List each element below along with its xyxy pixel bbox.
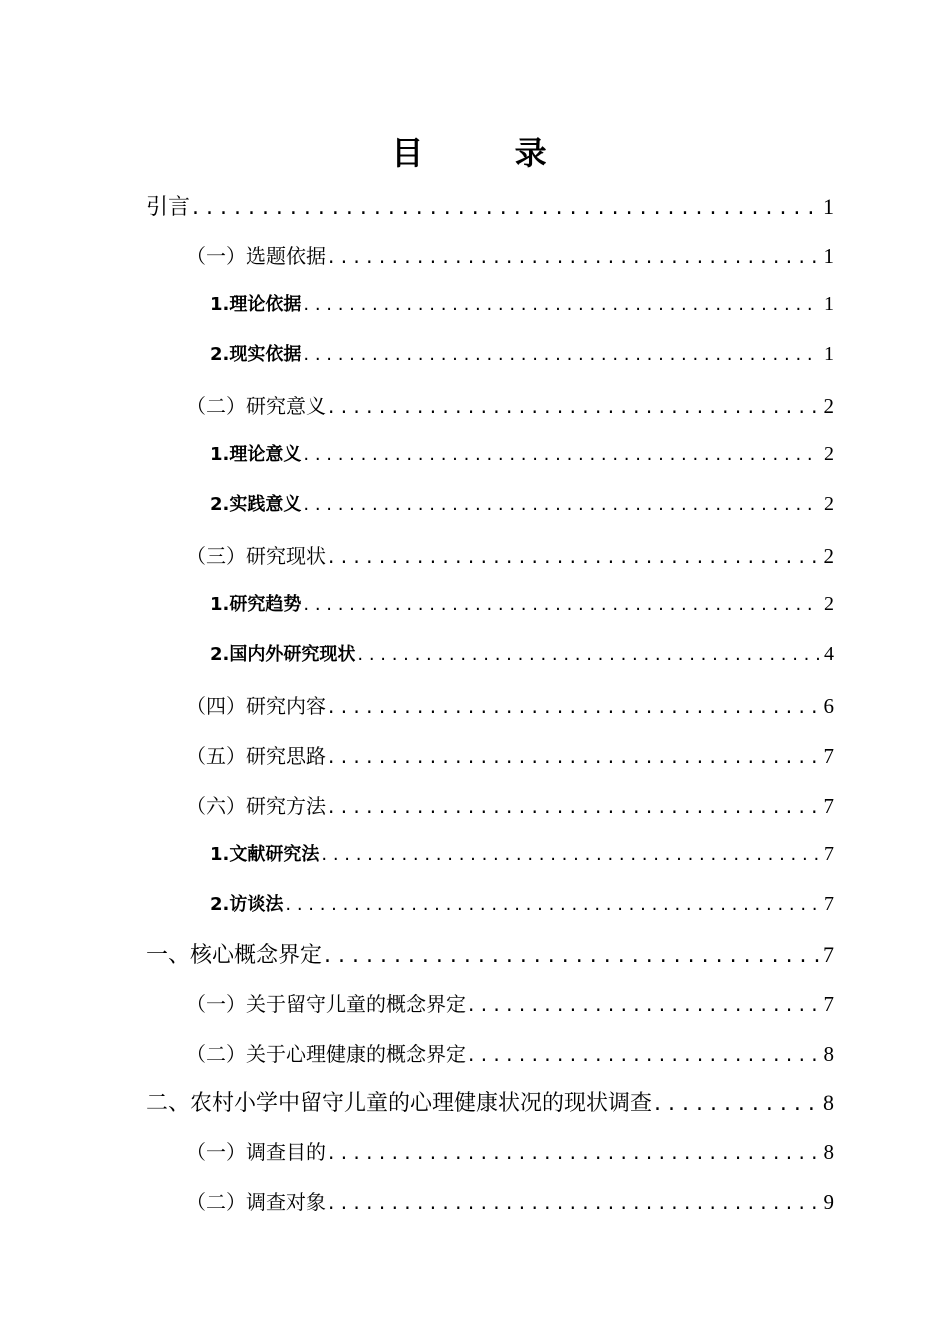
- toc-entry-label: 2.访谈法: [210, 894, 284, 915]
- toc-entry-label: （六）研究方法: [186, 794, 326, 818]
- toc-entry-page: 8: [823, 1090, 834, 1115]
- dot-leader: [357, 644, 820, 665]
- toc-entry-label: 1.理论依据: [210, 294, 302, 315]
- dot-leader: [285, 894, 820, 915]
- toc-entry[interactable]: [186, 1186, 834, 1215]
- toc-entry-label: 1.研究趋势: [210, 594, 302, 615]
- dot-leader: [328, 544, 820, 568]
- toc-entry-page: 2: [823, 394, 834, 418]
- toc-entry-page: 4: [824, 643, 834, 665]
- toc-entry[interactable]: [210, 590, 834, 616]
- toc-entry-page: 2: [824, 443, 834, 465]
- toc-entry-label: （二）研究意义: [186, 394, 326, 418]
- toc-entry-label: 引言: [146, 195, 191, 220]
- toc-entry[interactable]: [146, 190, 834, 221]
- dot-leader: [303, 444, 820, 465]
- dot-leader: [468, 992, 820, 1016]
- toc-entry-page: 1: [824, 293, 834, 315]
- toc-entry-page: 8: [823, 1042, 834, 1066]
- toc-entry[interactable]: [146, 1086, 834, 1117]
- dot-leader: [328, 694, 820, 718]
- dot-leader: [303, 594, 820, 615]
- toc-entry[interactable]: [186, 1136, 834, 1165]
- toc-entry[interactable]: [210, 340, 834, 366]
- dot-leader: [328, 1140, 820, 1164]
- toc-entry-page: 1: [823, 244, 834, 268]
- dot-leader: [303, 494, 820, 515]
- toc-entry[interactable]: [186, 390, 834, 419]
- toc-entry-label: 2.现实依据: [210, 344, 302, 365]
- toc-entry-label: （一）关于留守儿童的概念界定: [186, 992, 466, 1016]
- dot-leader: [324, 943, 819, 968]
- toc-entry-label: （五）研究思路: [186, 744, 326, 768]
- dot-leader: [328, 1190, 820, 1214]
- toc-entry-label: （一）调查目的: [186, 1140, 326, 1164]
- dot-leader: [303, 294, 820, 315]
- toc-entry-page: 7: [824, 843, 834, 865]
- toc-entry[interactable]: [210, 490, 834, 516]
- toc-entry[interactable]: [210, 640, 834, 666]
- toc-entry-page: 7: [823, 942, 834, 967]
- toc-entry-label: 二、农村小学中留守儿童的心理健康状况的现状调查: [146, 1091, 653, 1116]
- toc-entry[interactable]: [146, 938, 834, 969]
- toc-entry-label: 一、核心概念界定: [146, 943, 323, 968]
- toc-entry[interactable]: [186, 690, 834, 719]
- toc-entry[interactable]: [186, 988, 834, 1017]
- toc-entry[interactable]: [186, 740, 834, 769]
- dot-leader: [328, 394, 820, 418]
- toc-entry-label: 1.文献研究法: [210, 844, 320, 865]
- toc-entry-label: 2.国内外研究现状: [210, 644, 356, 665]
- toc-entry-page: 7: [823, 992, 834, 1016]
- dot-leader: [192, 195, 819, 220]
- toc-entry-page: 8: [823, 1140, 834, 1164]
- toc-entry-label: （二）调查对象: [186, 1190, 326, 1214]
- dot-leader: [321, 844, 820, 865]
- toc-entry-page: 6: [823, 694, 834, 718]
- toc-entry[interactable]: [186, 1038, 834, 1067]
- dot-leader: [328, 744, 820, 768]
- toc-entry-label: （三）研究现状: [186, 544, 326, 568]
- toc-entry-page: 2: [824, 593, 834, 615]
- toc-entry[interactable]: [186, 540, 834, 569]
- toc-entry[interactable]: [210, 290, 834, 316]
- toc-entry-page: 1: [824, 343, 834, 365]
- dot-leader: [303, 344, 820, 365]
- toc-entry-label: （二）关于心理健康的概念界定: [186, 1042, 466, 1066]
- toc-entry-label: （一）选题依据: [186, 244, 326, 268]
- toc-title: 目 录: [391, 134, 587, 172]
- dot-leader: [468, 1042, 820, 1066]
- toc-entry-label: 1.理论意义: [210, 444, 302, 465]
- toc-entry-page: 7: [823, 744, 834, 768]
- dot-leader: [328, 794, 820, 818]
- toc-entry-page: 7: [824, 893, 834, 915]
- toc-entry-label: （四）研究内容: [186, 694, 326, 718]
- dot-leader: [654, 1091, 819, 1116]
- toc-entry[interactable]: [186, 240, 834, 269]
- toc-entry-page: 2: [823, 544, 834, 568]
- toc-entry[interactable]: [186, 790, 834, 819]
- toc-entry[interactable]: [210, 440, 834, 466]
- toc-entry-page: 7: [823, 794, 834, 818]
- toc-entry-label: 2.实践意义: [210, 494, 302, 515]
- toc-entry-page: 1: [823, 194, 834, 219]
- toc-entry[interactable]: [210, 840, 834, 866]
- toc-entry-page: 2: [824, 493, 834, 515]
- toc-entry-page: 9: [823, 1190, 834, 1214]
- dot-leader: [328, 244, 820, 268]
- toc-entry[interactable]: [210, 890, 834, 916]
